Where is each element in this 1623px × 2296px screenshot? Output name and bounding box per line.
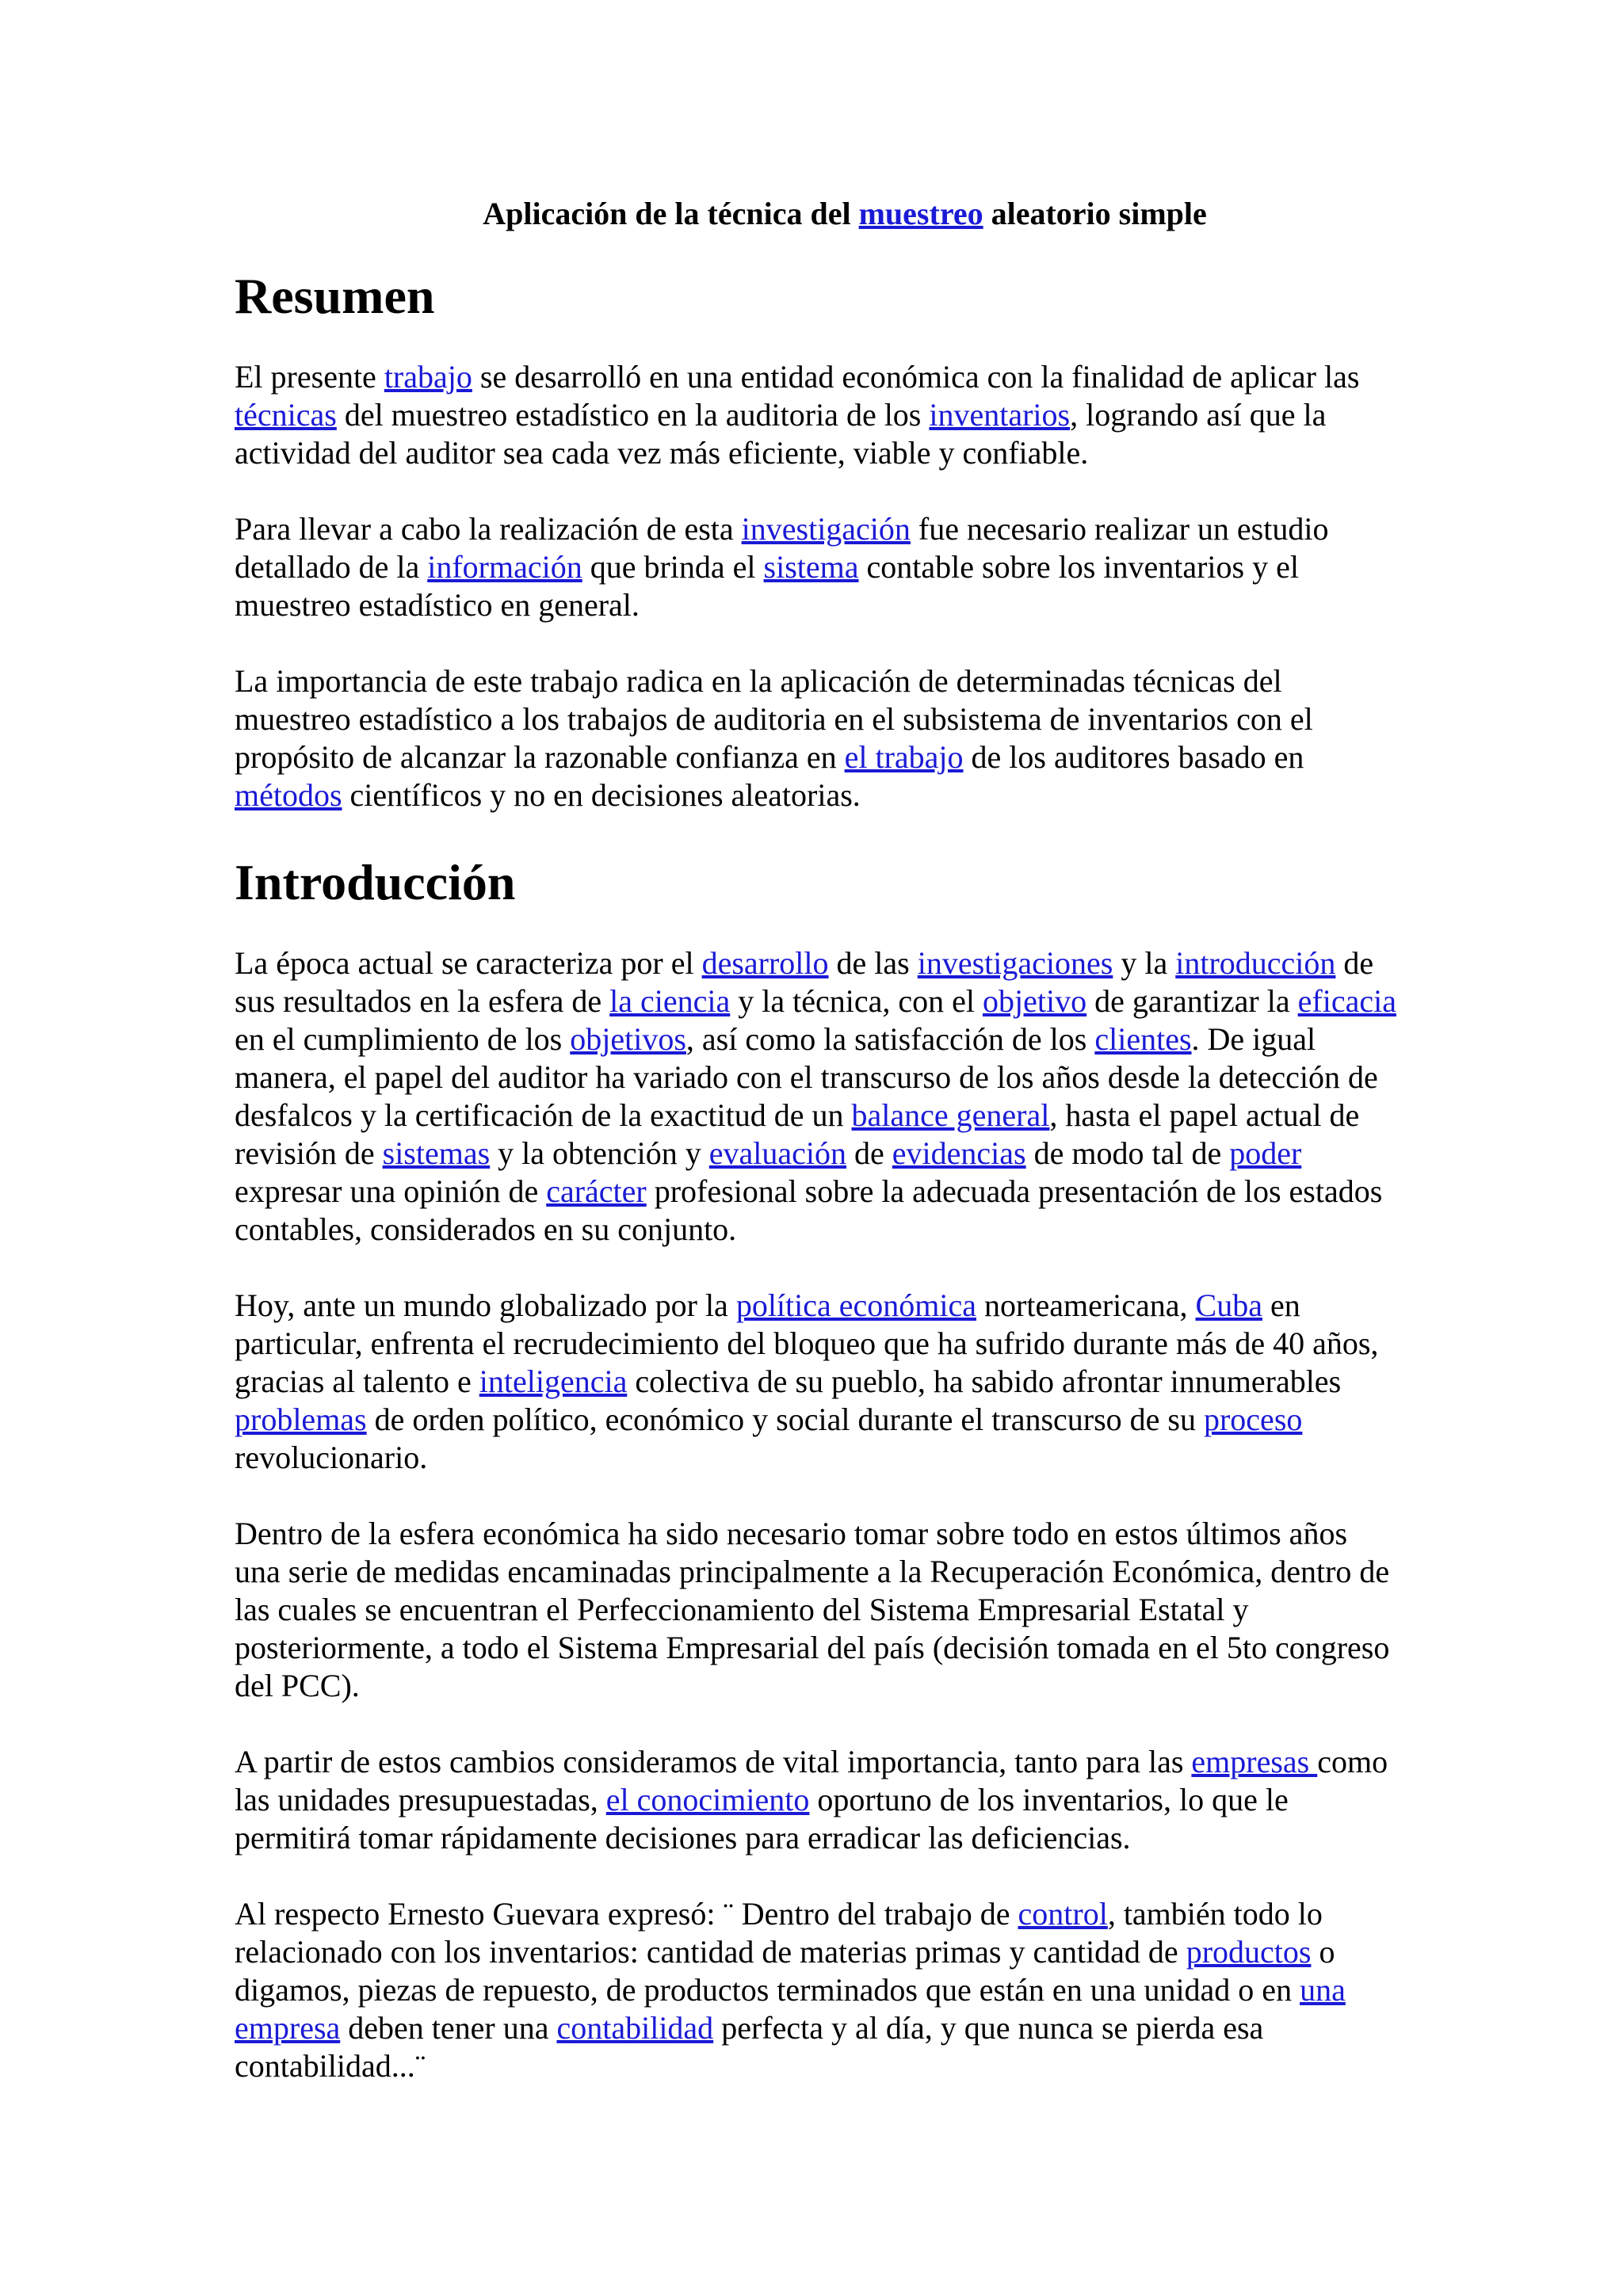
text-run: se desarrolló en una entidad económica con la finalidad de aplicar las	[472, 359, 1360, 395]
text-run: Dentro de la esfera económica ha sido necesario tomar sobre todo en estos últimos años una serie de medidas encaminadas principalmente a la Recuperación Económica, dentro de las cuales se encuentran el Perfeccionamiento del Sistema Empresarial Estatal y posteriormente, a todo el Sistema Empresarial del país (decisión tomada en el 5to congreso del PCC).	[235, 1516, 1390, 1703]
inline-link[interactable]: introducción	[1175, 945, 1336, 981]
title-text-post: aleatorio simple	[983, 196, 1207, 231]
paragraph	[235, 944, 1400, 1249]
text-run: en el cumplimiento de los	[235, 1021, 571, 1057]
text-run: colectiva de su pueblo, ha sabido afrontar innumerables	[627, 1363, 1342, 1399]
inline-link[interactable]: inventarios	[929, 397, 1071, 433]
inline-link[interactable]: una empresa	[235, 1972, 1346, 2046]
text-run: deben tener una	[340, 2010, 557, 2046]
text-run: La época actual se caracteriza por el	[235, 945, 702, 981]
inline-link[interactable]: empresas	[1191, 1744, 1318, 1779]
text-run: , logrando así que la actividad del auditor sea cada vez más eficiente, viable y confiable.	[235, 397, 1327, 471]
inline-link[interactable]: investigación	[741, 511, 911, 547]
text-run: Para llevar a cabo la realización de esta	[235, 511, 742, 547]
inline-link[interactable]: Cuba	[1195, 1287, 1262, 1323]
inline-link[interactable]: trabajo	[384, 359, 472, 395]
paragraph	[235, 1287, 1400, 1477]
inline-link[interactable]: métodos	[235, 777, 342, 813]
text-run: profesional sobre la adecuada presentación de los estados contables, considerados en su conjunto.	[235, 1173, 1383, 1247]
text-run: El presente	[235, 359, 384, 395]
document-body	[235, 266, 1400, 2085]
section-heading: Resumen	[235, 268, 435, 324]
paragraph	[235, 358, 1400, 472]
text-run: y la técnica, con el	[730, 983, 983, 1019]
text-run: Hoy, ante un mundo globalizado por la	[235, 1287, 736, 1323]
inline-link[interactable]: control	[1018, 1896, 1108, 1932]
section-heading: Introducción	[235, 854, 516, 910]
inline-link[interactable]: poder	[1229, 1135, 1302, 1171]
document-page	[235, 193, 1400, 2123]
inline-link[interactable]: problemas	[235, 1402, 367, 1437]
text-run: como las unidades presupuestadas,	[235, 1744, 1388, 1817]
text-run: oportuno de los inventarios, lo que le permitirá tomar rápidamente decisiones para erradicar las deficiencias.	[235, 1782, 1289, 1855]
inline-link[interactable]: proceso	[1203, 1402, 1303, 1437]
text-run: La importancia de este trabajo radica en la aplicación de determinadas técnicas del muestreo estadístico a los trabajos de auditoria en el subsistema de inventarios con el propósito de alcanzar la razonable confianza en	[235, 663, 1313, 775]
text-run: que brinda el	[582, 549, 764, 585]
text-run: y la obtención y	[490, 1135, 709, 1171]
text-run: de sus resultados en la esfera de	[235, 945, 1374, 1019]
text-run: fue necesario realizar un estudio detallado de la	[235, 511, 1329, 585]
inline-link[interactable]: objetivo	[983, 983, 1087, 1019]
text-run: revolucionario.	[235, 1440, 428, 1475]
text-run: en particular, enfrenta el recrudecimiento del bloqueo que ha sufrido durante más de 40 años, gracias al talento e	[235, 1287, 1379, 1399]
inline-link[interactable]: información	[427, 549, 582, 585]
paragraph	[235, 510, 1400, 624]
text-run: de orden político, económico y social durante el transcurso de su	[366, 1402, 1204, 1437]
inline-link[interactable]: carácter	[546, 1173, 647, 1209]
text-run: expresar una opinión de	[235, 1173, 547, 1209]
inline-link[interactable]: el trabajo	[844, 739, 964, 775]
text-run: de	[846, 1135, 892, 1171]
text-run: , hasta el papel actual de revisión de	[235, 1097, 1360, 1171]
inline-link[interactable]: técnicas	[235, 397, 337, 433]
inline-link[interactable]: evidencias	[892, 1135, 1026, 1171]
text-run: de garantizar la	[1086, 983, 1298, 1019]
text-run: científicos y no en decisiones aleatorias.	[342, 777, 861, 813]
paragraph	[235, 1743, 1400, 1857]
inline-link[interactable]: clientes	[1094, 1021, 1192, 1057]
text-run: de modo tal de	[1025, 1135, 1230, 1171]
inline-link[interactable]: desarrollo	[701, 945, 829, 981]
inline-link[interactable]: inteligencia	[479, 1363, 628, 1399]
text-run: , también todo lo relacionado con los inventarios: cantidad de materias primas y cantidad de	[235, 1896, 1323, 1970]
inline-link[interactable]: sistema	[763, 549, 859, 585]
text-run: Al respecto Ernesto Guevara expresó: ¨ Dentro del trabajo de	[235, 1896, 1018, 1932]
text-run: . De igual manera, el papel del auditor ha variado con el transcurso de los años desde la detección de desfalcos y la certificación de la exactitud de un	[235, 1021, 1378, 1133]
text-run: norteamericana,	[976, 1287, 1196, 1323]
title-text-pre: Aplicación de la técnica del	[483, 196, 859, 231]
inline-link[interactable]: objetivos	[570, 1021, 686, 1057]
document-title	[235, 193, 1400, 235]
text-run: A partir de estos cambios consideramos de vital importancia, tanto para las	[235, 1744, 1192, 1779]
paragraph	[235, 1895, 1400, 2085]
inline-link[interactable]: investigaciones	[917, 945, 1113, 981]
paragraph	[235, 662, 1400, 814]
text-run: de los auditores basado en	[963, 739, 1304, 775]
paragraph	[235, 1515, 1400, 1705]
text-run: del muestreo estadístico en la auditoria de los	[336, 397, 930, 433]
text-run: de las	[828, 945, 918, 981]
text-run: contable sobre los inventarios y el muestreo estadístico en general.	[235, 549, 1299, 623]
text-run: , así como la satisfacción de los	[685, 1021, 1095, 1057]
inline-link[interactable]: sistemas	[382, 1135, 491, 1171]
inline-link[interactable]: la ciencia	[609, 983, 731, 1019]
inline-link[interactable]: eficacia	[1297, 983, 1396, 1019]
text-run: perfecta y al día, y que nunca se pierda esa contabilidad...¨	[235, 2010, 1264, 2084]
inline-link[interactable]: balance general	[851, 1097, 1050, 1133]
inline-link[interactable]: el conocimiento	[605, 1782, 810, 1817]
text-run: y la	[1113, 945, 1176, 981]
inline-link[interactable]: evaluación	[708, 1135, 847, 1171]
inline-link[interactable]: contabilidad	[556, 2010, 714, 2046]
inline-link[interactable]: productos	[1186, 1934, 1312, 1970]
text-run: o digamos, piezas de repuesto, de productos terminados que están en una unidad o en	[235, 1934, 1335, 2008]
inline-link[interactable]: política económica	[735, 1287, 977, 1323]
title-link-muestreo[interactable]: muestreo	[858, 196, 983, 231]
